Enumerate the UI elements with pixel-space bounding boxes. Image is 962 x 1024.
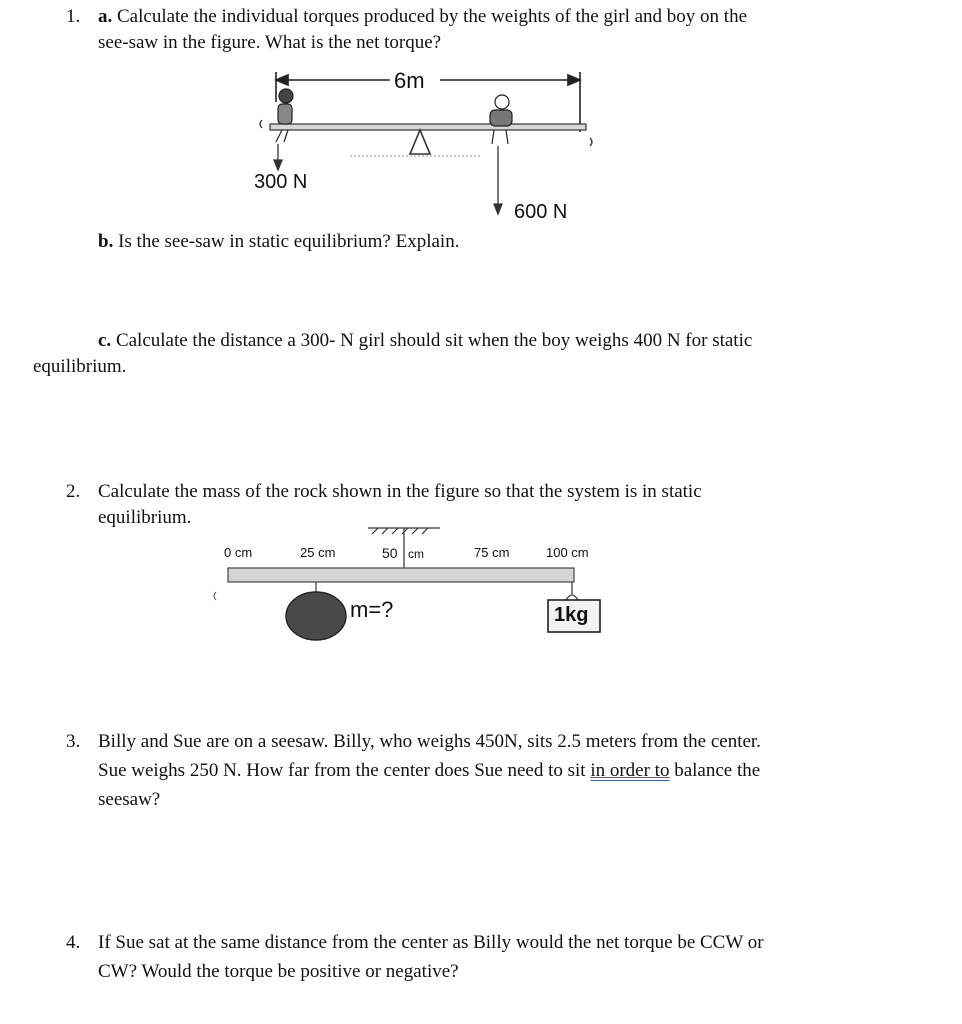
tick-100: 100 cm bbox=[546, 545, 589, 560]
tick-50: 50 bbox=[382, 545, 398, 561]
tick-25: 25 cm bbox=[300, 545, 336, 560]
q3-number: 3. bbox=[66, 731, 81, 752]
q1a-line2: see-saw in the figure. What is the net torque? bbox=[98, 32, 442, 53]
q1c-label: c. bbox=[98, 330, 112, 351]
boy-figure bbox=[490, 95, 592, 146]
q1c-text bbox=[98, 328, 752, 354]
q1a-label: a. bbox=[98, 6, 113, 27]
q3-line2-start: Sue weighs 250 N. How far from the center does Sue need to sit bbox=[98, 760, 591, 781]
q3-line1: Billy and Sue are on a seesaw. Billy, who weighs 450N, sits 2.5 meters from the center. bbox=[98, 731, 761, 752]
q2-number: 2. bbox=[66, 481, 81, 502]
q4-line1: If Sue sat at the same distance from the center as Billy would the net torque be CCW or bbox=[98, 932, 764, 953]
girl-force-arrow bbox=[274, 144, 282, 170]
q2-line2: equilibrium. bbox=[98, 507, 192, 528]
boy-force-arrow bbox=[494, 146, 502, 214]
distance-arrow bbox=[276, 72, 580, 132]
q1-number: 1. bbox=[66, 6, 81, 27]
tick-75: 75 cm bbox=[474, 545, 510, 560]
meter-stick-figure bbox=[200, 520, 640, 660]
q3-line3: seesaw? bbox=[98, 789, 161, 810]
q2-line1: Calculate the mass of the rock shown in the figure so that the system is in static bbox=[98, 481, 702, 502]
q4-line2: CW? Would the torque be positive or negative? bbox=[98, 961, 459, 982]
q4-number: 4. bbox=[66, 932, 81, 953]
q1a-text bbox=[98, 4, 747, 30]
grammar-flagged-phrase[interactable]: in order to bbox=[590, 760, 670, 781]
tick-0: 0 cm bbox=[224, 545, 253, 560]
rock bbox=[286, 582, 346, 640]
ceiling-support bbox=[368, 528, 440, 568]
q1a-line1: Calculate the individual torques produced by the weights of the girl and boy on the bbox=[117, 6, 748, 27]
rock-mass-label: m=? bbox=[350, 597, 394, 622]
girl-force-label: 300 N bbox=[254, 171, 308, 193]
q1b-question: Is the see-saw in static equilibrium? Explain. bbox=[118, 231, 460, 252]
q3-line2 bbox=[98, 758, 760, 784]
q1c-line1: Calculate the distance a 300- N girl should sit when the boy weighs 400 N for static bbox=[115, 330, 753, 351]
boy-force-label: 600 N bbox=[514, 201, 568, 223]
tick-50-unit: cm bbox=[408, 547, 424, 561]
weight-label: 1kg bbox=[554, 604, 589, 626]
q1c-line2: equilibrium. bbox=[33, 356, 127, 377]
meter-stick bbox=[228, 568, 574, 582]
q3-line2-end: balance the bbox=[669, 760, 761, 781]
q1b-label: b. bbox=[98, 231, 114, 252]
seesaw-plank bbox=[270, 124, 586, 130]
fulcrum bbox=[410, 130, 430, 154]
distance-label: 6m bbox=[394, 68, 425, 93]
q1b-text bbox=[98, 229, 459, 255]
